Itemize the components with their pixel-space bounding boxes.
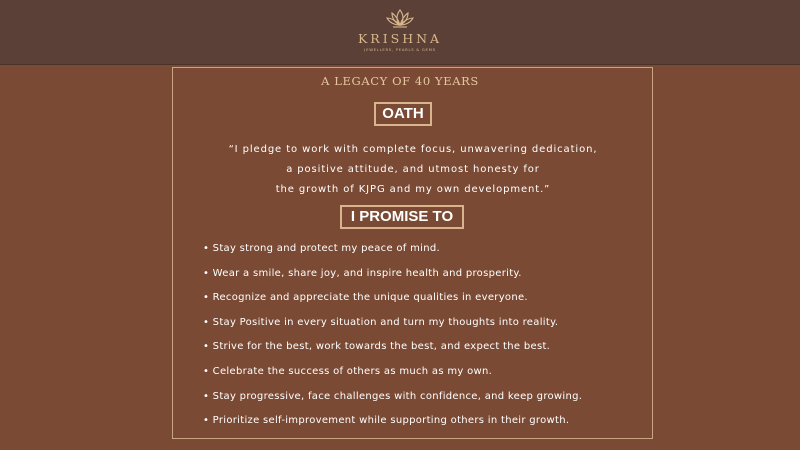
oath-text (180, 140, 646, 200)
promise-heading: I PROMISE TO (340, 205, 464, 229)
brand-tagline: JEWELLERS, PEARLS & GEMS (364, 47, 436, 52)
legacy-title: A LEGACY OF 40 YEARS (321, 74, 479, 88)
list-item: • Stay strong and protect my peace of mind. (203, 243, 440, 254)
oath-heading: OATH (374, 102, 432, 126)
brand-name: KRISHNA (357, 31, 443, 46)
list-item: • Recognize and appreciate the unique qualities in everyone. (203, 292, 528, 304)
list-item: • Stay Positive in every situation and turn my thoughts into reality. (203, 316, 559, 328)
brand-logo[interactable] (0, 8, 800, 52)
list-item: • Strive for the best, work towards the best, and expect the best. (203, 341, 551, 353)
list-item: • Stay progressive, face challenges with confidence, and keep growing. (203, 390, 583, 402)
list-item: • Prioritize self-improvement while supporting others in their growth. (203, 415, 570, 427)
list-item: • Celebrate the success of others as much as my own. (203, 365, 493, 377)
promise-list (203, 243, 582, 440)
oath-line: “I pledge to work with complete focus, unwavering dedication, (228, 144, 598, 155)
header-bar (0, 0, 800, 65)
list-item: • Wear a smile, share joy, and inspire health and prosperity. (203, 267, 522, 279)
lotus-icon (384, 8, 416, 30)
oath-line: the growth of KJPG and my own development.” (275, 184, 551, 195)
oath-line: a positive attitude, and utmost honesty for (286, 164, 540, 175)
